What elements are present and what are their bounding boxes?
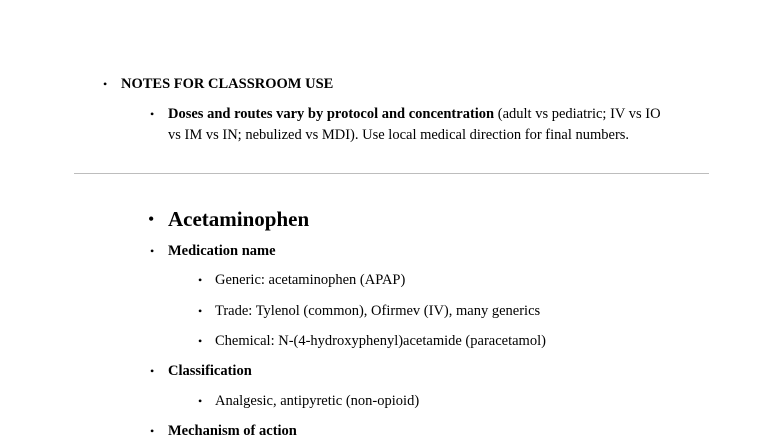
section-label-mechanism: Mechanism of action	[168, 423, 297, 439]
list-item-trade: Trade: Tylenol (common), Ofirmev (IV), many generics	[215, 303, 541, 319]
notes-item-rest: (adult vs pediatric; IV vs IO	[494, 106, 661, 122]
bullet-icon: •	[198, 273, 203, 287]
bullet-icon: •	[150, 107, 155, 121]
bullet-icon: •	[150, 244, 155, 258]
bullet-icon: •	[198, 304, 203, 318]
notes-item-line2: vs IM vs IN; nebulized vs MDI). Use local medical direction for final numbers.	[168, 127, 630, 143]
notes-heading: NOTES FOR CLASSROOM USE	[121, 76, 334, 92]
notes-item-bold: Doses and routes vary by protocol and concentration	[168, 106, 495, 122]
list-item-chemical: Chemical: N-(4-hydroxyphenyl)acetamide (paracetamol)	[215, 333, 546, 349]
bullet-icon: •	[103, 77, 108, 91]
drug-title: Acetaminophen	[168, 207, 310, 231]
list-item-classification: Analgesic, antipyretic (non-opioid)	[215, 393, 420, 409]
bullet-icon: •	[150, 424, 155, 438]
section-divider	[74, 173, 709, 174]
list-item-generic: Generic: acetaminophen (APAP)	[215, 272, 406, 288]
section-label-medication-name: Medication name	[168, 243, 276, 259]
notes-item-line1	[168, 104, 661, 124]
bullet-icon: •	[150, 364, 155, 378]
section-label-classification: Classification	[168, 363, 252, 379]
bullet-icon: •	[148, 209, 155, 229]
bullet-icon: •	[198, 334, 203, 348]
bullet-icon: •	[198, 394, 203, 408]
